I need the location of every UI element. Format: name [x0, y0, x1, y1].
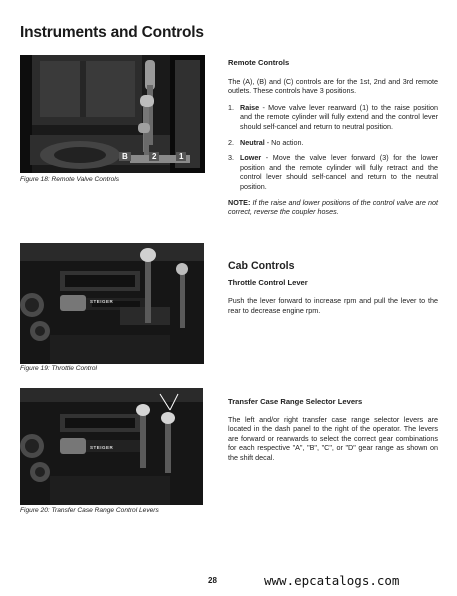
remote-controls-note [228, 198, 438, 217]
list-item-term: Raise [240, 102, 260, 112]
list-item-text: - Move valve lever rearward (1) to the raise position and the remote cylinder will fully extend and the control lever should self-cancel and return to neutral position. [240, 102, 438, 131]
cab-controls-section [228, 262, 438, 315]
remote-controls-intro: The (A), (B) and (C) controls are for the 1st, 2nd and 3rd remote outlets. These controls have 3 positions. [228, 76, 438, 96]
list-item-term: Neutral [240, 137, 265, 147]
figure-19-caption: Figure 19: Throttle Control [20, 365, 97, 372]
figure-20-badge: STEIGER [90, 445, 114, 450]
page-number: 28 [208, 576, 217, 585]
list-item-number: 1. [228, 102, 234, 112]
cab-controls-heading: Cab Controls [228, 260, 295, 272]
remote-controls-heading: Remote Controls [228, 58, 290, 67]
list-item-number: 3. [228, 153, 234, 163]
figure-18-caption: Figure 18: Remote Valve Controls [20, 176, 120, 183]
list-item [228, 138, 438, 148]
note-label: NOTE: [228, 197, 251, 207]
figure-19-badge: STEIGER [90, 299, 114, 304]
list-item-number: 2. [228, 137, 234, 147]
figure-18-callout-b: B [119, 152, 131, 161]
transfer-case-text: The left and/or right transfer case range selector levers are located in the dash panel to the right of the operator. The levers are forward or rearwards to select the correct gear combinations for each respective "A", "B", "C", or "D" gear range as shown on the shift decal. [228, 414, 438, 462]
list-item [228, 103, 438, 132]
throttle-lever-heading: Throttle Control Lever [228, 277, 308, 287]
figure-20-caption: Figure 20: Transfer Case Range Control Levers [20, 507, 159, 514]
note-text: If the raise and lower positions of the control valve are not correct, reverse the coupler hoses. [228, 197, 438, 217]
list-item-text: - Move the valve lever forward (3) for the lower position and the remote cylinder will fully retract and the control lever should self-cancel and return to the neutral position. [240, 153, 438, 191]
transfer-case-heading: Transfer Case Range Selector Levers [228, 397, 363, 406]
list-item-term: Lower [240, 153, 262, 163]
figure-18-callout-1: 1 [176, 152, 186, 161]
watermark: www.epcatalogs.com [264, 573, 400, 588]
list-item [228, 153, 438, 191]
transfer-case-section [228, 397, 438, 463]
throttle-lever-text: Push the lever forward to increase rpm and pull the lever to the rear to decrease engine rpm. [228, 296, 438, 315]
list-item-text: - No action. [264, 137, 304, 147]
figure-18-callout-2: 2 [149, 152, 159, 161]
page-title: Instruments and Controls [20, 24, 204, 41]
remote-controls-section [228, 58, 438, 217]
